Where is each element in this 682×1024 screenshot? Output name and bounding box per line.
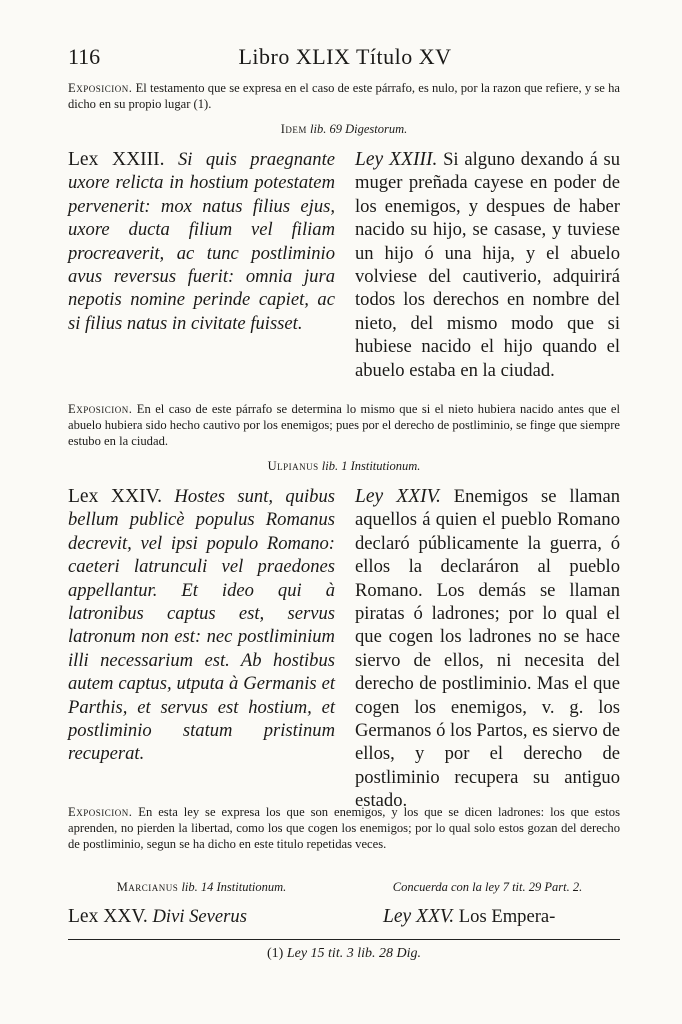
source-citation-1 [68,122,620,137]
spanish-column-ley-23 [355,148,620,382]
source-author: Marcianus [116,880,179,894]
ley-heading: Ley XXIII. [355,149,438,170]
running-title: Libro XLIX Título XV [238,44,452,69]
exposition-3 [68,804,620,852]
source-author: Idem [280,122,307,136]
latin-column-lex-24 [68,485,335,766]
spanish-text: Si alguno dexando á su muger preñada cayese en poder de los enemigos, y despues de haber nacido su hijo, se casase, y tuviese un hijo ó una hija, y el abuelo volviese del cautiverio, adquirirá todos los derechos en nombre del nieto, del mismo modo que si hubiese nacido el hijo quando el abuelo estaba en la ciudad. [355,149,621,381]
source-reference: lib. 69 Digestorum. [310,122,408,136]
source-reference: lib. 1 Institutionum. [321,459,421,473]
ley-heading: Ley XXIV. [355,486,441,507]
latin-column-lex-25 [68,905,335,928]
footnote-rule [68,939,620,940]
footnote [68,946,620,962]
latin-text: Divi Severus [152,906,247,927]
exposition-text: En el caso de este párrafo se determina lo mismo que si el nieto hubiera nacido antes que el abuelo hubiera sido hecho cautivo por los enemigos; pues por el derecho de postliminio, se finge que siempre estubo en la ciudad. [68,402,620,448]
source-citation-2 [68,459,620,474]
exposition-label: Exposicion. [68,81,133,95]
exposition-2 [68,401,620,449]
spanish-text: Enemigos se llaman aquellos á quien el pueblo Romano declaró públicamente la guerra, ó ellos la declaráron al pueblo Romano. Los demás se llaman piratas ó ladrones; por lo qual el que cogen los ladrones no se hace siervo de ellos, ni necesita del derecho de postliminio. Mas el que cogen los enemigos, v. g. los Germanos ó los Partos, es siervo de ellos, y por el derecho de postliminio recupera su antiguo estado. [355,486,620,812]
page-header [68,44,622,74]
concordance-note: Concuerda con la ley 7 tit. 29 Part. 2. [392,880,583,894]
page-number: 116 [68,44,101,69]
latin-text: Hostes sunt, quibus bellum publicè populus Romanus decrevit, vel ipsi populo Romano: caeteri latrunculi vel praedones appellantur. Et ideo qui à latronibus captus est, servus latronum non est: nec postliminium illi necessarium est. Ab hostibus autem captus, utputa à Germanis et Parthis, et servus est hostium, et postliminio statum pristinum recuperat. [68,486,335,765]
source-reference: lib. 14 Institutionum. [181,880,287,894]
latin-column-lex-23 [68,148,335,335]
latin-text: Si quis praegnante uxore relicta in hostium potestatem pervenerit: mox natus filius ejus, uxore ducta filium vel filiam procreaverit, ac tunc postliminio avus reversus fuerit: omnia jura nepotis nomine perinde capiet, ac si filius natus in civitate fuisset. [68,149,335,334]
footnote-number: (1) [267,946,284,961]
lex-heading: Lex XXV. [68,906,148,927]
exposition-label: Exposicion. [68,805,133,819]
source-citation-3 [68,880,335,895]
spanish-column-ley-24 [355,485,620,813]
source-author: Ulpianus [267,459,319,473]
exposition-text: El testamento que se expresa en el caso de este párrafo, es nulo, por la razon que refiere, y se ha dicho en su propio lugar (1). [68,81,620,111]
lex-heading: Lex XXIV. [68,486,163,507]
exposition-label: Exposicion. [68,402,133,416]
spanish-text: Los Empera- [458,906,556,927]
footnote-text: Ley 15 tit. 3 lib. 28 Dig. [286,946,421,961]
lex-heading: Lex XXIII. [68,149,165,170]
spanish-column-ley-25 [383,905,620,928]
exposition-1 [68,80,620,112]
ley-heading: Ley XXV. [383,906,455,927]
exposition-text: En esta ley se expresa los que son enemigos, y los que se dicen ladrones: los que estos aprenden, no pierden la libertad, como los que cogen los enemigos; por lo qual solo estos gozan del derecho de postliminio, segun se ha dicho en este titulo repetidas veces. [68,805,620,851]
